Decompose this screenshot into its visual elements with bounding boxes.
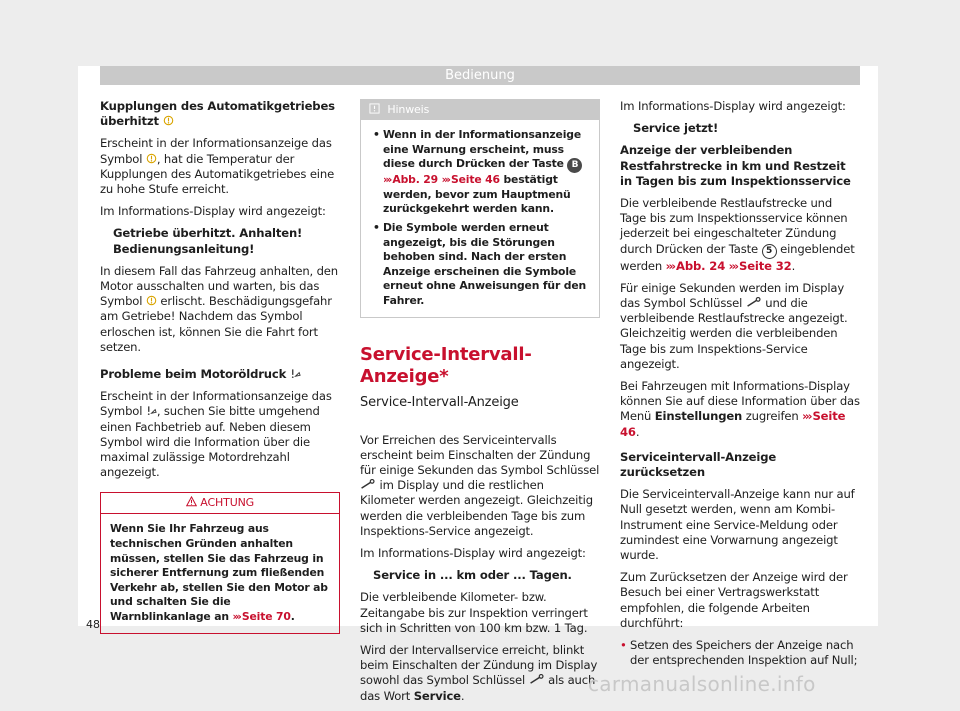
key-b-icon: B [567, 158, 582, 173]
paragraph: Vor Erreichen des Serviceintervalls erscheint beim Einschalten der Zündung für einige Sekunden das Symbol Schlüssel im Display und die restlichen Kilometer werden angezeigt. Gleichzeitig werden die verbleibenden Tage bis zum Inspektions-Service angezeigt. [360, 432, 600, 538]
note-header [361, 100, 599, 120]
note-text [361, 120, 599, 317]
link-seite-46[interactable]: Seite 46 [620, 409, 846, 439]
wrench-icon [746, 297, 762, 308]
wrench-icon [360, 479, 376, 490]
column-2 [360, 99, 600, 711]
oil-pressure-icon [146, 405, 157, 416]
heading-clutch-overheat: Kupplungen des Automatikgetriebes überhitzt [100, 99, 335, 129]
oil-pressure-icon [290, 368, 301, 379]
column-1 [100, 99, 340, 634]
link-seite-32[interactable]: Seite 32 [739, 258, 792, 273]
paragraph: Erscheint in der Informationsanzeige das Symbol , suchen Sie bitte umgehend einen Fachbetrieb auf. Neben diesem Symbol wird die Information über die maximal zulässige Motordrehzahl angezeigt. [100, 389, 332, 480]
paragraph: Für einige Sekunden werden im Display das Symbol Schlüssel und die verbleibende Restlaufstrecke angezeigt. Gleichzeitig werden die verbleibenden Tage bis zum Inspektions-Service angezeigt. [620, 280, 848, 371]
link-abb-29[interactable]: Abb. 29 [392, 173, 439, 187]
warning-triangle-icon [186, 496, 197, 507]
heading-reset: Serviceintervall-Anzeige zurücksetzen [620, 449, 777, 480]
section-title: Service-Intervall-Anzeige* [360, 343, 532, 387]
paragraph: Erscheint in der Informationsanzeige das Symbol , hat die Temperatur der Kupplungen des Automatikgetriebes eine zu hohe Stufe erreicht. [100, 136, 335, 197]
link-abb-24[interactable]: Abb. 24 [676, 258, 726, 273]
wrench-icon [529, 674, 545, 685]
paragraph: Bei Fahrzeugen mit Informations-Display können Sie auf diese Information über das Menü Einstellungen zugreifen ››› Seite 46. [620, 379, 860, 439]
page-header [100, 66, 860, 85]
heading-oil-pressure: Probleme beim Motoröldruck [100, 367, 340, 382]
header-title: Bedienung [445, 68, 515, 83]
paragraph: Zum Zurücksetzen der Anzeige wird der Besuch bei einer Vertragswerkstatt empfohlen, die folgende Arbeiten durchführt: [620, 570, 848, 630]
display-message: Service in ... km oder ... Tagen. [373, 568, 572, 583]
display-message: Service jetzt! [633, 121, 719, 136]
section-subtitle: Service-Intervall-Anzeige [360, 394, 519, 410]
warning-text: Wenn Sie Ihr Fahrzeug aus technischen Gründen anhalten müssen, stellen Sie das Fahrzeug in sicherer Entfernung zum fließenden Verkehr ab, stellen Sie den Motor ab und schalten Sie die Warnblinkanlage an ››› Seite 70. [110, 522, 328, 624]
paragraph: Im Informations-Display wird angezeigt: [360, 545, 586, 560]
warning-header [101, 493, 339, 514]
link-seite-70[interactable]: Seite 70 [241, 610, 291, 624]
paragraph: Die verbleibende Kilometer- bzw. Zeitangabe bis zur Inspektion verringert sich in Schritten von 100 km bzw. 1 Tag. [360, 590, 588, 635]
note-title: Hinweis [387, 103, 430, 116]
gearbox-temp-icon [146, 295, 157, 306]
display-message: Getriebe überhitzt. Anhalten! Bedienungsanleitung! [113, 226, 303, 256]
warning-box [100, 492, 340, 633]
key-5-icon: 5 [762, 244, 777, 259]
gearbox-temp-icon [146, 153, 157, 164]
list-item: • Setzen des Speichers der Anzeige nach der entsprechenden Inspektion auf Null; [620, 638, 860, 668]
paragraph: Wird der Intervallservice erreicht, blinkt beim Einschalten der Zündung im Display sowohl das Symbol Schlüssel als auch das Wort Service. [360, 642, 598, 703]
paragraph: Im Informations-Display wird angezeigt: [100, 204, 326, 219]
heading-remaining-distance: Anzeige der verbleibenden Restfahrstrecke in km und Restzeit in Tagen bis zum Inspektionsservice [620, 143, 851, 188]
page-number: 48 [86, 618, 100, 631]
list-item: • Wenn in der Informationsanzeige eine Warnung erscheint, muss diese durch Drücken der Taste B ››› Abb. 29 ››› Seite 46 bestätigt werden, bevor zum Hauptmenü zurückgekehrt werden kann. [373, 128, 589, 217]
note-box [360, 99, 600, 318]
paragraph: Die verbleibende Restlaufstrecke und Tage bis zum Inspektionsservice können jederzeit bei eingeschalteter Zündung durch Drücken der Taste 5 eingeblendet werden ››› Abb. 24 ››› Seite 32. [620, 196, 855, 273]
link-seite-46[interactable]: Seite 46 [450, 173, 500, 187]
paragraph: Im Informations-Display wird angezeigt: [620, 99, 846, 113]
paragraph: In diesem Fall das Fahrzeug anhalten, den Motor ausschalten und warten, bis das Symbol erlischt. Beschädigungsgefahr am Getriebe! Nachdem das Symbol erloschen ist, können Sie die Fahrt fort setzen. [100, 263, 338, 354]
gearbox-temp-icon [163, 115, 174, 126]
watermark: carmanualsonline.info [588, 672, 816, 696]
column-3 [620, 99, 860, 673]
note-icon [369, 103, 380, 114]
list-item: • Die Symbole werden erneut angezeigt, bis die Störungen behoben sind. Nach der ersten Anzeige erscheinen die Symbole erneut ohne Anweisungen für den Fahrer. [373, 221, 589, 309]
paragraph: Die Serviceintervall-Anzeige kann nur auf Null gesetzt werden, wenn am Kombi-Instrument eine Service-Meldung oder zumindest eine Vorwarnung angezeigt wurde. [620, 487, 855, 563]
warning-title: ACHTUNG [200, 496, 255, 510]
